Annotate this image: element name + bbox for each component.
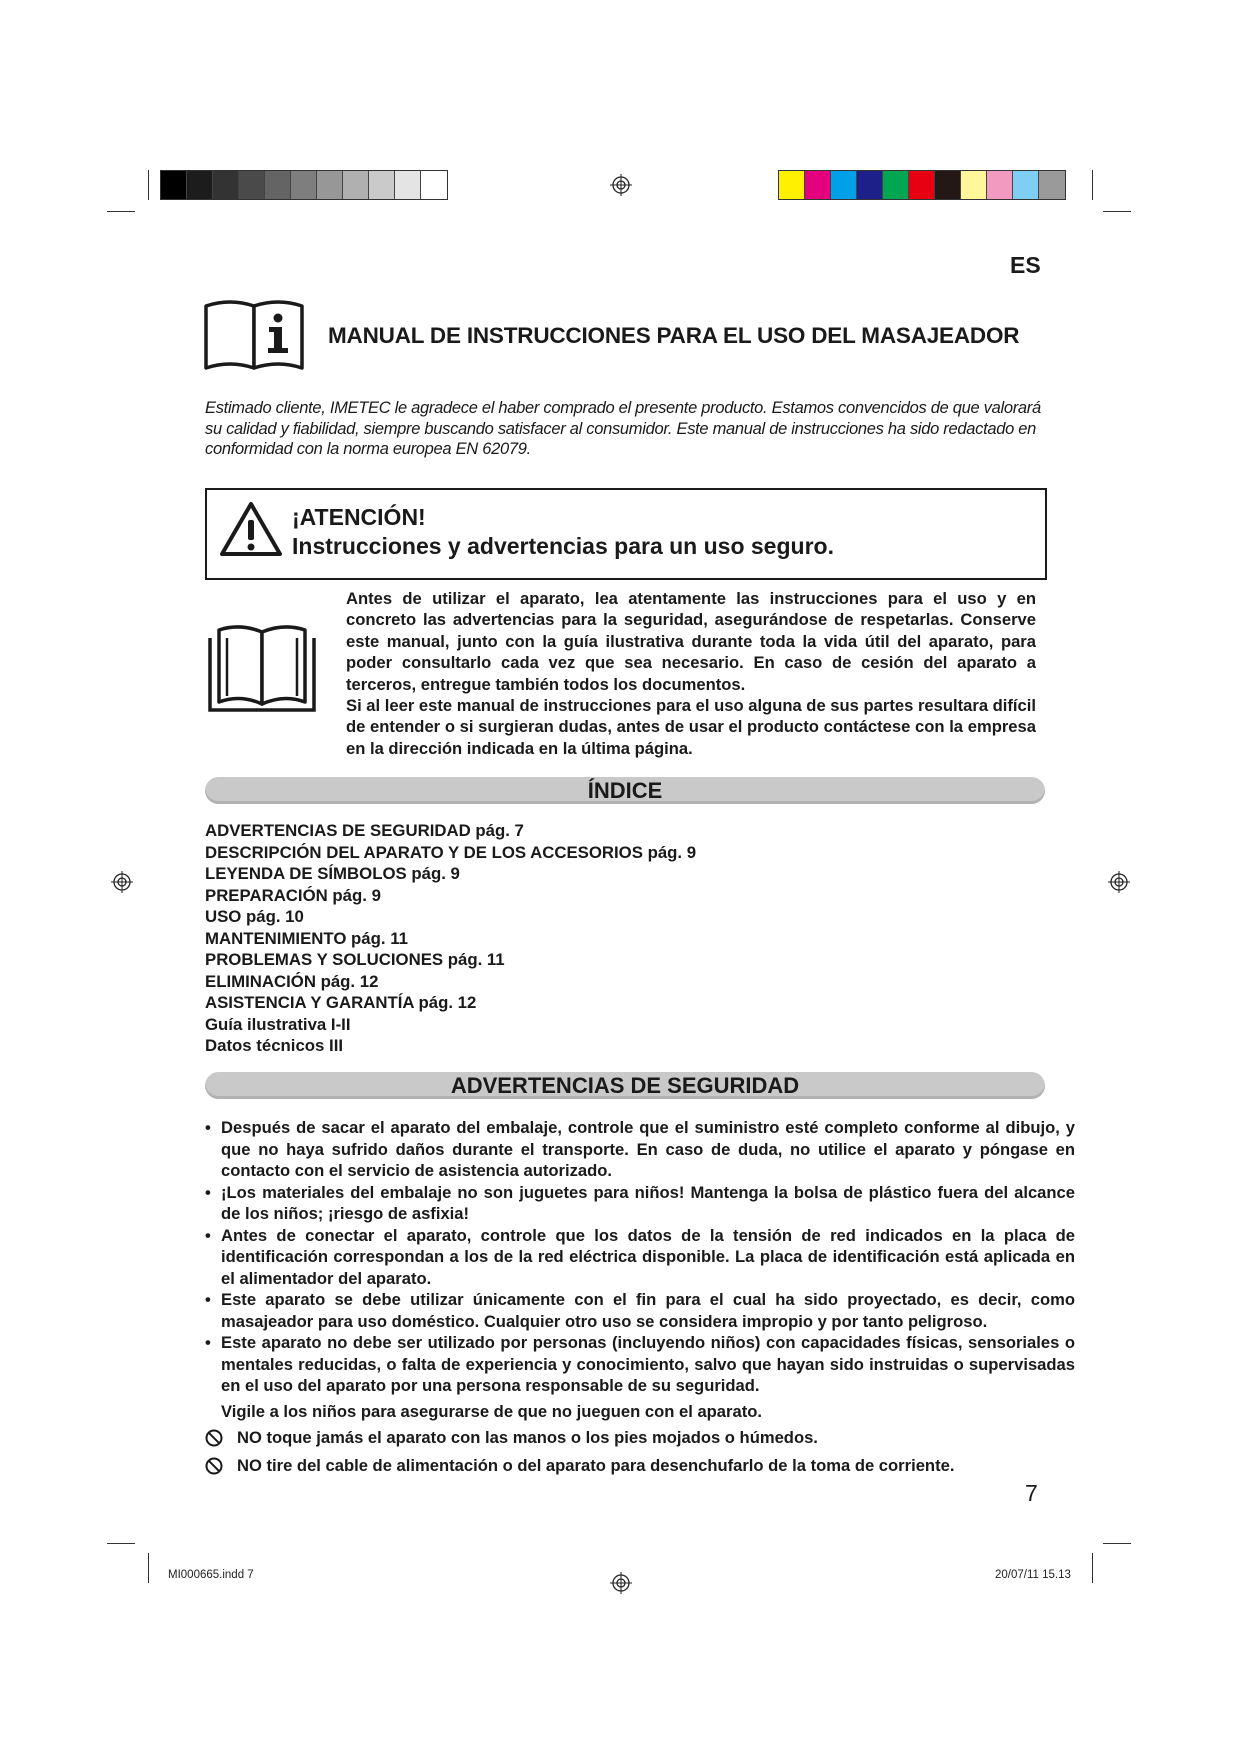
warning-text: Después de sacar el aparato del embalaje, controle que el suministro esté completo conforme al dibujo, y que no haya sufrido daños durante el transporte. En caso de duda, no utilice el aparato y póngase en contacto con el servicio de asistencia autorizado.	[221, 1118, 1075, 1180]
list-item	[205, 1289, 1075, 1332]
color-swatch	[1013, 171, 1039, 199]
toc-item: ADVERTENCIAS DE SEGURIDAD pág. 7	[205, 821, 524, 840]
color-swatch	[883, 171, 909, 199]
safety-warnings-list	[205, 1117, 1075, 1422]
color-swatch	[857, 171, 883, 199]
toc-item: USO pág. 10	[205, 907, 304, 926]
intro-paragraph	[205, 398, 1053, 460]
gray-swatch	[421, 171, 447, 199]
intro-text: Estimado cliente, IMETEC le agradece el haber comprado el presente producto. Estamos convencidos de que valorará su calidad y fiabilidad, siempre buscando satisfacer al consumidor. Este manual de instrucciones ha sido redactado en conformidad con la norma europea EN 62079.	[205, 399, 1041, 458]
read-manual-paragraph-1: Antes de utilizar el aparato, lea atentamente las instrucciones para el uso y en concreto las advertencias para la seguridad, asegurándose de respetarlas. Conserve este manual, junto con la guía ilustrativa durante toda la vida útil del aparato, para poder consultarlo cada vez que sea necesario. En caso de cesión del aparato a terceros, entregue también todos los documentos.	[346, 589, 1036, 694]
color-swatch	[831, 171, 857, 199]
toc-item: MANTENIMIENTO pág. 11	[205, 928, 408, 948]
attention-title: ¡ATENCIÓN!	[292, 504, 426, 530]
list-item	[205, 1225, 1075, 1290]
toc-item: Guía ilustrativa I-II	[205, 1014, 351, 1034]
color-swatch	[1039, 171, 1065, 199]
toc-item: DESCRIPCIÓN DEL APARATO Y DE LOS ACCESORIOS pág. 9	[205, 842, 697, 862]
gray-swatch	[161, 171, 187, 199]
warning-text: Antes de conectar el aparato, controle que los datos de la tensión de red indicados en la placa de identificación correspondan a los de la red eléctrica disponible. La placa de identificación está aplicada en el alimentador del aparato.	[221, 1225, 1075, 1288]
read-manual-text	[346, 588, 1036, 759]
prohibition-item	[205, 1452, 954, 1480]
attention-subtitle: Instrucciones y advertencias para un uso seguro.	[292, 533, 834, 559]
toc-item: Datos técnicos III	[205, 1036, 344, 1055]
toc-item: ELIMINACIÓN pág. 12	[205, 971, 379, 991]
gray-swatch	[343, 171, 369, 199]
gray-swatch	[291, 171, 317, 199]
gray-swatch	[395, 171, 421, 199]
warning-text: Este aparato se debe utilizar únicamente con el fin para el cual ha sido proyectado, es decir, como masajeador para uso doméstico. Cualquier otro uso se considera impropio y por tanto peligroso.	[221, 1290, 1075, 1331]
bullet: •	[205, 1290, 211, 1309]
prohibition-text: NO tire del cable de alimentación o del aparato para desenchufarlo de la toma de corriente.	[237, 1456, 955, 1475]
registration-mark-icon	[610, 1572, 632, 1594]
registration-mark-icon	[111, 871, 133, 893]
toc-item: PROBLEMAS Y SOLUCIONES pág. 11	[205, 950, 505, 969]
page-number: 7	[1025, 1480, 1038, 1506]
bullet: •	[205, 1333, 211, 1352]
index-title: ÍNDICE	[587, 778, 663, 803]
prohibitions-list	[205, 1424, 954, 1480]
color-swatch	[961, 171, 987, 199]
manual-title: MANUAL DE INSTRUCCIONES PARA EL USO DEL MASAJEADOR	[328, 323, 1020, 348]
color-swatch	[909, 171, 935, 199]
read-manual-paragraph-2: Si al leer este manual de instrucciones para el uso alguna de sus partes resultara difícil de entender o si surgieran dudas, antes de usar el producto contáctese con la empresa en la dirección indicada en la última página.	[346, 696, 1036, 758]
list-item	[205, 1117, 1075, 1182]
grayscale-color-bar	[160, 170, 448, 200]
open-book-icon	[207, 624, 317, 714]
warning-text: ¡Los materiales del embalaje no son juguetes para niños! Mantenga la bolsa de plástico fuera del alcance de los niños; ¡riesgo de asfixia!	[221, 1182, 1075, 1223]
gray-swatch	[239, 171, 265, 199]
bullet: •	[205, 1225, 211, 1245]
registration-mark-icon	[610, 174, 632, 196]
list-item	[205, 1332, 1075, 1397]
gray-swatch	[265, 171, 291, 199]
info-manual-icon	[204, 296, 306, 372]
prohibited-icon	[205, 1429, 223, 1447]
color-swatch	[779, 171, 805, 199]
color-swatch	[805, 171, 831, 199]
gray-swatch	[187, 171, 213, 199]
safety-title: ADVERTENCIAS DE SEGURIDAD	[450, 1073, 800, 1098]
cmyk-color-bar	[778, 170, 1066, 200]
slug-file: MI000665.indd 7	[168, 1569, 254, 1581]
gray-swatch	[213, 171, 239, 199]
table-of-contents	[205, 820, 696, 1057]
prohibited-icon	[205, 1457, 223, 1475]
bullet: •	[205, 1182, 211, 1202]
list-item	[205, 1182, 1075, 1225]
toc-item: ASISTENCIA Y GARANTÍA pág. 12	[205, 993, 477, 1012]
color-swatch	[935, 171, 961, 199]
slug-date: 20/07/11 15.13	[995, 1569, 1071, 1581]
prohibition-item	[205, 1424, 954, 1452]
color-swatch	[987, 171, 1013, 199]
registration-mark-icon	[1108, 871, 1130, 893]
warning-text: Este aparato no debe ser utilizado por personas (incluyendo niños) con capacidades físicas, sensoriales o mentales reducidas, o falta de experiencia y conocimiento, salvo que hayan sido instruidas o supervisadas en el uso del aparato por una persona responsable de su seguridad.	[221, 1333, 1075, 1395]
bullet: •	[205, 1118, 211, 1137]
warning-triangle-icon	[218, 500, 284, 558]
toc-item: PREPARACIÓN pág. 9	[205, 885, 381, 905]
prohibition-text: NO toque jamás el aparato con las manos o los pies mojados o húmedos.	[237, 1428, 818, 1447]
gray-swatch	[369, 171, 395, 199]
language-code: ES	[1010, 252, 1041, 278]
gray-swatch	[317, 171, 343, 199]
supervise-children-note: Vigile a los niños para asegurarse de que no jueguen con el aparato.	[221, 1401, 762, 1421]
toc-item: LEYENDA DE SÍMBOLOS pág. 9	[205, 864, 460, 883]
